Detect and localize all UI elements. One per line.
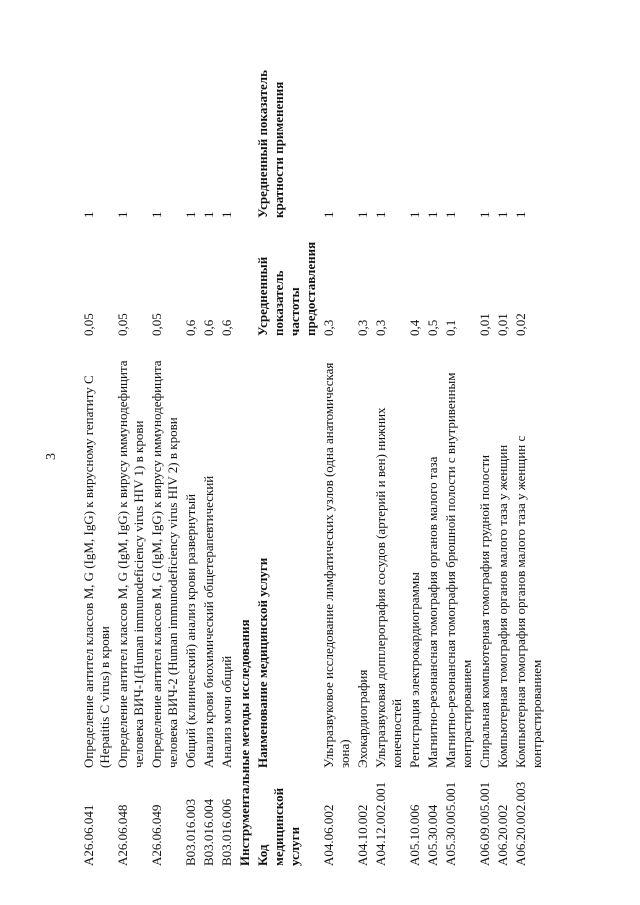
frequency-value: 0,3 bbox=[355, 319, 370, 336]
service-name: Спиральная компьютерная томография грудной полости bbox=[477, 454, 492, 768]
service-name: Анализ крови биохимический общетерапевтический bbox=[201, 475, 216, 768]
section-row bbox=[236, 39, 254, 869]
table-row bbox=[476, 39, 494, 869]
table-row bbox=[182, 39, 200, 869]
table-row bbox=[218, 39, 236, 869]
service-code: A26.06.048 bbox=[115, 804, 130, 866]
service-name: Компьютерная томография органов малого таза у женщин с контрастированием bbox=[513, 435, 544, 768]
table-row bbox=[148, 39, 182, 869]
service-code: B03.016.003 bbox=[183, 798, 198, 866]
frequency-value: 0,4 bbox=[407, 319, 422, 336]
multiplicity-value: 1 bbox=[355, 211, 370, 218]
service-name: Определение антител классов M, G (IgM, IgG) к вирусу иммунодефицита человека ВИЧ-2 (Human immunodeficiency virus HIV 2) в крови bbox=[149, 360, 180, 768]
service-code: A06.09.005.001 bbox=[477, 781, 492, 866]
multiplicity-value: 1 bbox=[183, 211, 198, 218]
multiplicity-value: 1 bbox=[477, 211, 492, 218]
table-row bbox=[320, 39, 354, 869]
page-number: 3 bbox=[44, 453, 59, 460]
header-row bbox=[254, 39, 320, 869]
multiplicity-value: 1 bbox=[219, 211, 234, 218]
service-code: A04.10.002 bbox=[355, 804, 370, 866]
service-name: Регистрация электрокардиограммы bbox=[407, 572, 422, 768]
frequency-value: 0,05 bbox=[115, 313, 130, 336]
frequency-value: 0,5 bbox=[425, 319, 440, 336]
service-code: A05.30.005.001 bbox=[443, 781, 458, 866]
service-code: A06.20.002 bbox=[495, 804, 510, 866]
service-code: A05.30.004 bbox=[425, 804, 440, 866]
header-frequency: Усредненный показатель частоты предоставления bbox=[255, 241, 318, 336]
service-code: A26.06.041 bbox=[81, 804, 96, 866]
multiplicity-value: 1 bbox=[321, 211, 336, 218]
services-table bbox=[80, 39, 546, 869]
frequency-value: 0,05 bbox=[149, 313, 164, 336]
service-code: B03.016.006 bbox=[219, 798, 234, 866]
frequency-value: 0,6 bbox=[183, 319, 198, 336]
table-row bbox=[354, 39, 372, 869]
service-name: Анализ мочи общий bbox=[219, 655, 234, 768]
frequency-value: 0,6 bbox=[219, 319, 234, 336]
table-row bbox=[372, 39, 406, 869]
service-code: A04.06.002 bbox=[321, 804, 336, 866]
multiplicity-value: 1 bbox=[443, 211, 458, 218]
multiplicity-value: 1 bbox=[201, 211, 216, 218]
frequency-value: 0,3 bbox=[373, 319, 388, 336]
multiplicity-value: 1 bbox=[373, 211, 388, 218]
service-code: A04.12.002.001 bbox=[373, 781, 388, 866]
service-name: Эхокардиография bbox=[355, 669, 370, 768]
service-code: A26.06.049 bbox=[149, 804, 164, 866]
service-name: Ультразвуковая допплерография сосудов (артерий и вен) нижних конечностей bbox=[373, 407, 404, 768]
table-row bbox=[424, 39, 442, 869]
service-name: Магнитно-резонансная томография органов малого таза bbox=[425, 456, 440, 768]
frequency-value: 0,05 bbox=[81, 313, 96, 336]
table-row bbox=[442, 39, 476, 869]
frequency-value: 0,01 bbox=[495, 313, 510, 336]
service-name: Определение антител классов M, G (IgM, IgG) к вирусу иммунодефицита человека ВИЧ-1(Human immunodeficiency virus HIV 1) в крови bbox=[115, 360, 146, 768]
frequency-value: 0,01 bbox=[477, 313, 492, 336]
multiplicity-value: 1 bbox=[513, 211, 528, 218]
service-name: Компьютерная томография органов малого таза у женщин bbox=[495, 444, 510, 768]
frequency-value: 0,6 bbox=[201, 319, 216, 336]
service-code: B03.016.004 bbox=[201, 798, 216, 866]
service-name: Магнитно-резонансная томография брюшной полости с внутривенным контрастированием bbox=[443, 372, 474, 768]
service-name: Общий (клинический) анализ крови развернутый bbox=[183, 493, 198, 768]
frequency-value: 0,02 bbox=[513, 313, 528, 336]
section-title: Инструментальные методы исследования bbox=[237, 619, 252, 866]
multiplicity-value: 1 bbox=[425, 211, 440, 218]
multiplicity-value: 1 bbox=[81, 211, 96, 218]
table-row bbox=[512, 39, 546, 869]
service-code: A06.20.002.003 bbox=[513, 781, 528, 866]
header-multiplicity: Усредненный показатель кратности применения bbox=[255, 70, 286, 218]
table-row bbox=[80, 39, 114, 869]
multiplicity-value: 1 bbox=[149, 211, 164, 218]
table-row bbox=[114, 39, 148, 869]
multiplicity-value: 1 bbox=[407, 211, 422, 218]
header-name: Наименование медицинской услуги bbox=[255, 557, 270, 768]
frequency-value: 0,1 bbox=[443, 319, 458, 336]
header-code: Код медицинской услуги bbox=[255, 787, 302, 866]
multiplicity-value: 1 bbox=[115, 211, 130, 218]
frequency-value: 0,3 bbox=[321, 319, 336, 336]
table-row bbox=[200, 39, 218, 869]
service-code: A05.10.006 bbox=[407, 804, 422, 866]
multiplicity-value: 1 bbox=[495, 211, 510, 218]
table-row bbox=[494, 39, 512, 869]
service-name: Ультразвуковое исследование лимфатических узлов (одна анатомическая зона) bbox=[321, 362, 352, 768]
table-row bbox=[406, 39, 424, 869]
service-name: Определение антител классов M, G (IgM, IgG) к вирусному гепатиту C (Hepatitis C virus) в крови bbox=[81, 375, 112, 768]
